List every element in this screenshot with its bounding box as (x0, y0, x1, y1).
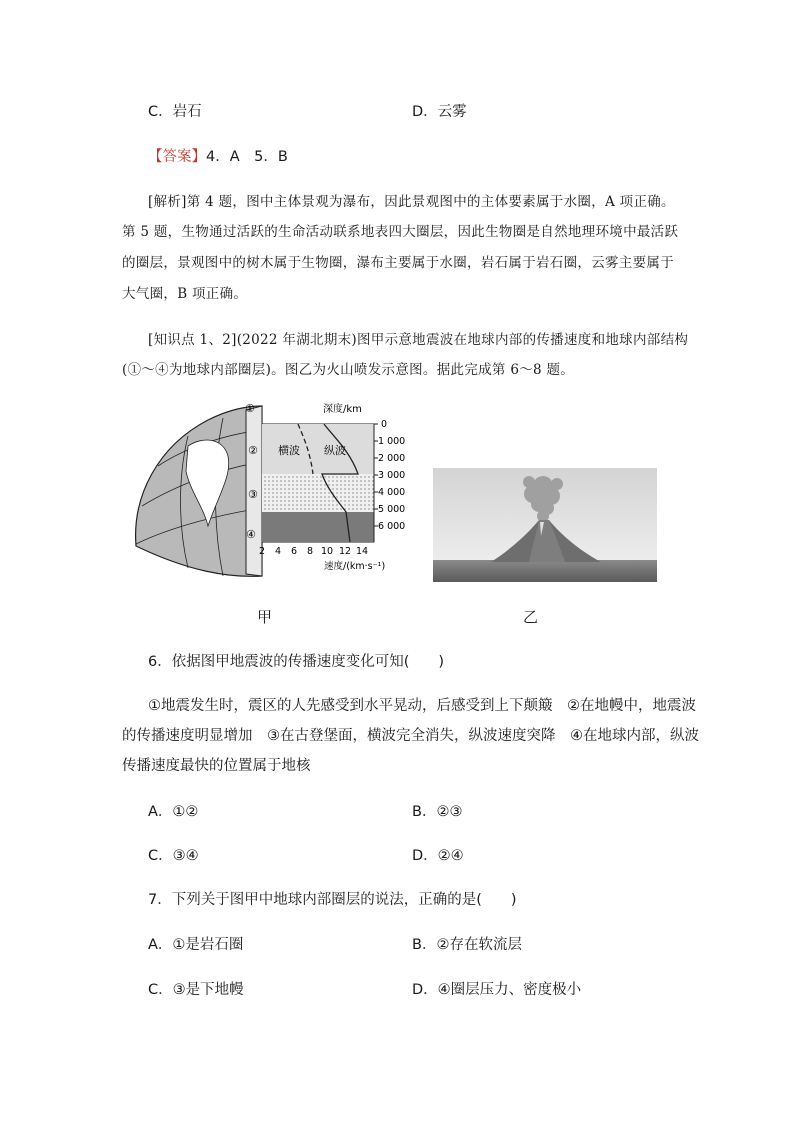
explanation-text-1: 第 4 题，图中主体景观为瀑布，因此景观图中的主体要素属于水圈，A 项正确。 (186, 194, 675, 210)
q6-body-3: 传播速度最快的位置属于地核 (122, 758, 311, 774)
q7-option-a[interactable]: A．①是岩石圈 (148, 937, 244, 953)
figure-volcano (433, 468, 657, 582)
answer-line (148, 147, 288, 167)
depth-tick-1: 1 000 (378, 436, 406, 447)
layer-label-3: ③ (248, 488, 258, 501)
q7-option-c[interactable]: C．③是下地幔 (148, 982, 244, 998)
explanation-tag: [解析] (148, 194, 187, 210)
sea (433, 560, 657, 582)
depth-tick-3: 3 000 (378, 470, 406, 481)
speed-tick-5: 12 (339, 546, 352, 557)
q6-option-b[interactable]: B．②③ (412, 804, 463, 820)
q6-stem: 6．依据图甲地震波的传播速度变化可知( ) (148, 654, 445, 670)
speed-tick-0: 2 (259, 546, 266, 557)
q6-body-2: 的传播速度明显增加 ③在古登堡面，横波完全消失，纵波速度突降 ④在地球内部，纵波 (122, 728, 699, 744)
option-d: D．云雾 (412, 104, 467, 120)
q6-option-a[interactable]: A．①② (148, 804, 199, 820)
depth-axis-label: 深度/km (323, 404, 362, 415)
figure-earth-interior (128, 396, 406, 586)
q6-option-d[interactable]: D．②④ (412, 848, 464, 864)
q7-option-d[interactable]: D．④圈层压力、密度极小 (412, 982, 582, 998)
intro-line-1: [知识点 1、2](2022 年湖北期末)图甲示意地震波在地球内部的传播速度和地球内部结构 (148, 332, 689, 348)
q7-stem: 7．下列关于图甲中地球内部圈层的说法，正确的是( ) (148, 892, 517, 908)
speed-tick-labels (259, 546, 368, 557)
layer-label-1: ① (245, 402, 255, 415)
depth-tick-labels (378, 419, 405, 532)
speed-tick-4: 10 (321, 546, 334, 557)
explanation-line-3: 的圈层，景观图中的树木属于生物圈，瀑布主要属于水圈，岩石属于岩石圈，云雾主要属于 (122, 255, 674, 271)
depth-tick-5: 5 000 (378, 504, 406, 515)
speed-tick-3: 8 (307, 546, 314, 557)
explanation-line-2: 第 5 题，生物通过活跃的生命活动联系地表四大圈层，因此生物圈是自然地理环境中最活跃 (122, 224, 679, 240)
q6-option-c[interactable]: C．③④ (148, 848, 199, 864)
s-wave-label: 横波 (278, 444, 300, 457)
option-c: C．岩石 (148, 104, 202, 120)
layer-label-2: ② (248, 444, 258, 457)
speed-tick-6: 14 (356, 546, 369, 557)
layer-outer-core-dots (262, 474, 374, 512)
answer-text: 4．A 5．B (206, 149, 288, 165)
layer-inner-core (262, 512, 374, 542)
figure-a-caption: 甲 (257, 608, 273, 626)
explanation-line-4: 大气圈，B 项正确。 (122, 286, 248, 302)
q7-option-b[interactable]: B．②存在软流层 (412, 937, 522, 953)
answer-tag: 【答案】 (148, 149, 206, 165)
speed-tick-2: 6 (291, 546, 298, 557)
depth-tick-6: 6 000 (378, 521, 406, 532)
depth-tick-4: 4 000 (378, 487, 406, 498)
intro-line-2: (①～④为地球内部圈层)。图乙为火山喷发示意图。据此完成第 6～8 题。 (122, 362, 575, 378)
speed-axis-label: 速度/(km·s⁻¹) (324, 561, 386, 572)
layer-label-4: ④ (246, 528, 256, 541)
q6-body-1: ①地震发生时，震区的人先感受到水平晃动，后感受到上下颠簸 ②在地幔中，地震波 (148, 698, 696, 714)
depth-tick-0: 0 (381, 419, 388, 430)
p-wave-label: 纵波 (324, 444, 346, 457)
explanation-line-1 (148, 192, 675, 212)
figure-b-caption: 乙 (523, 608, 539, 626)
speed-tick-1: 4 (275, 546, 282, 557)
depth-tick-2: 2 000 (378, 453, 406, 464)
